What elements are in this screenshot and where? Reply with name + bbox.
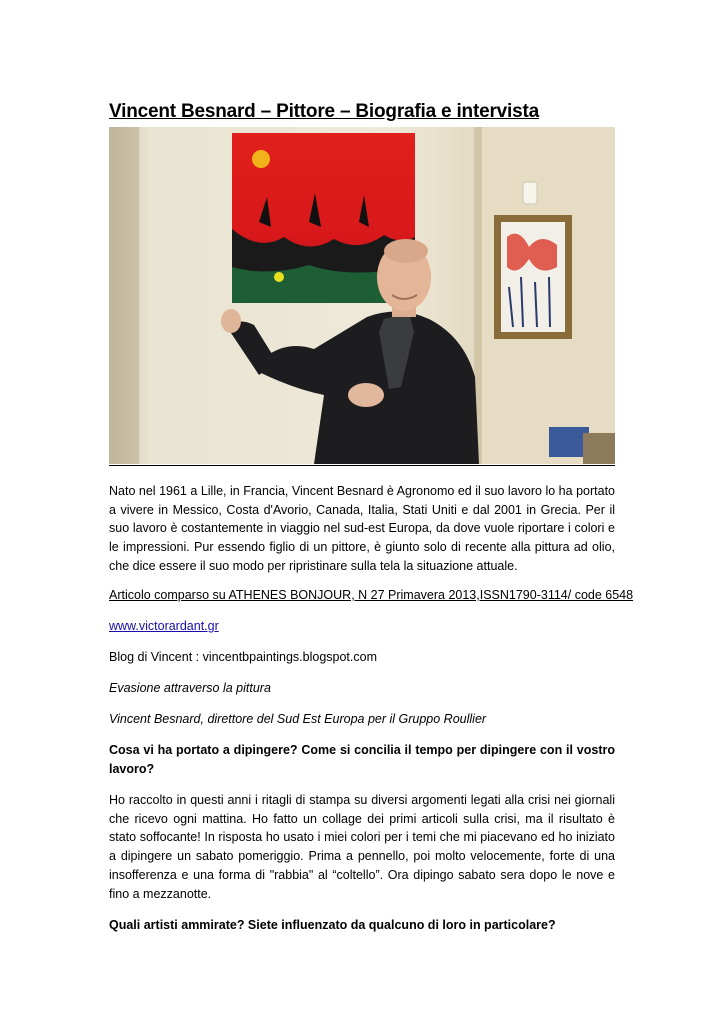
- intro-paragraph: Nato nel 1961 a Lille, in Francia, Vincent Besnard è Agronomo ed il suo lavoro lo ha portato a vivere in Messico, Costa d'Avorio, Canada, Italia, Stati Uniti e dal 2001 in Grecia. Per il suo lavoro è costantemente in viaggio nel sud-est Europa, da dove vuole riportare i colori e le impressioni. Pur essendo figlio di un pittore, è giunto solo di recente alla pittura ad olio, che dice essere il suo modo per ripristinare sulla tela la situazione attuale.: [109, 484, 615, 573]
- blog-line: Blog di Vincent : vincentbpaintings.blogspot.com: [109, 650, 377, 664]
- artist-photo-illustration: [109, 127, 615, 464]
- website-link[interactable]: www.victorardant.gr: [109, 619, 219, 633]
- interview-question-1: Cosa vi ha portato a dipingere? Come si concilia il tempo per dipingere con il vostro lavoro?: [109, 743, 615, 776]
- interview-question-2: Quali artisti ammirate? Siete influenzato da qualcuno di loro in particolare?: [109, 918, 556, 932]
- subtitle-evasion: Evasione attraverso la pittura: [109, 681, 271, 695]
- interview-answer-1: Ho raccolto in questi anni i ritagli di stampa su diversi argomenti legati alla crisi nei giornali che ricevo ogni mattina. Ho fatto un collage dei primi articoli sulla crisi, ma il risultato è stato soffocante! In risposta ho usato i miei colori per i temi che mi piacevano ed ho iniziato a dipingere un sabato pomeriggio. Prima a pennello, poi molto velocemente, forte di una insofferenza e una forma di "rabbia" al “coltello”. Ora dipingo sabato sera dopo le nove e fino a mezzanotte.: [109, 793, 615, 901]
- subtitle-author-role: Vincent Besnard, direttore del Sud Est Europa per il Gruppo Roullier: [109, 712, 487, 726]
- page-title: Vincent Besnard – Pittore – Biografia e intervista: [109, 100, 539, 122]
- artist-photo: [109, 127, 615, 464]
- photo-bottom-rule: [109, 465, 615, 466]
- article-note: Articolo comparso su ATHENES BONJOUR, N 27 Primavera 2013,ISSN1790-3114/ code 6548: [109, 588, 634, 602]
